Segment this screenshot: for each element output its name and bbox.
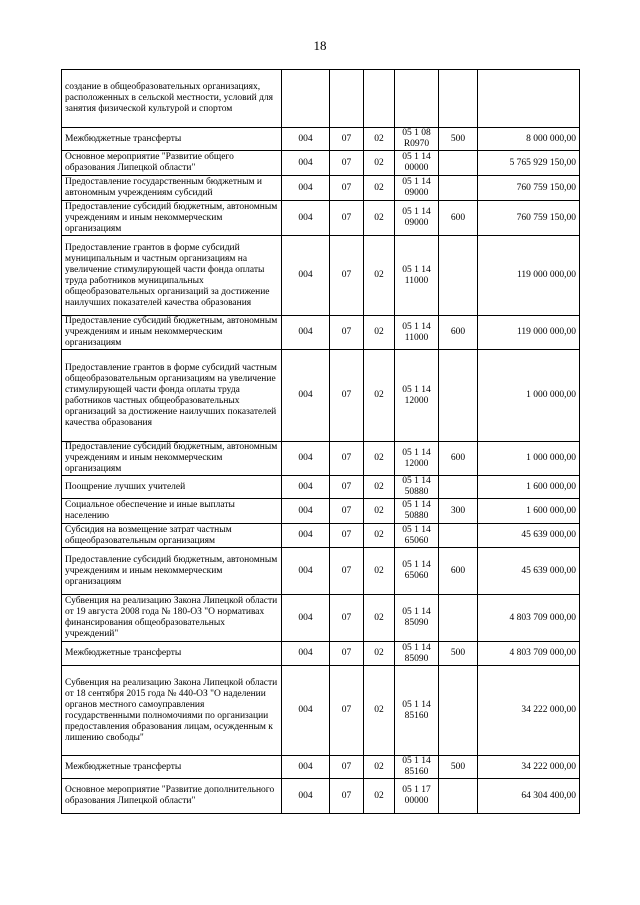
row-amount: 34 222 000,00 (478, 756, 580, 779)
row-target-article: 05 1 14 00000 (395, 151, 439, 176)
row-section: 07 (330, 666, 364, 756)
table-row (62, 779, 580, 814)
row-amount: 1 000 000,00 (478, 442, 580, 476)
row-name: Межбюджетные трансферты (62, 756, 282, 779)
row-name: Социальное обеспечение и иные выплаты населению (62, 499, 282, 524)
row-target-article: 05 1 14 65060 (395, 524, 439, 548)
row-name: Субсидия на возмещение затрат частным общеобразовательным организациям (62, 524, 282, 548)
row-subsection: 02 (364, 442, 395, 476)
row-admin-code: 004 (282, 442, 330, 476)
row-admin-code: 004 (282, 151, 330, 176)
row-subsection: 02 (364, 595, 395, 642)
row-admin-code: 004 (282, 499, 330, 524)
row-admin-code: 004 (282, 176, 330, 201)
row-target-article: 05 1 14 50880 (395, 499, 439, 524)
table-row (62, 476, 580, 499)
row-subsection: 02 (364, 642, 395, 666)
row-section: 07 (330, 548, 364, 595)
table-row (62, 666, 580, 756)
row-amount: 119 000 000,00 (478, 316, 580, 350)
row-target-article: 05 1 14 09000 (395, 201, 439, 236)
row-admin-code: 004 (282, 350, 330, 442)
row-amount: 45 639 000,00 (478, 524, 580, 548)
table-row (62, 756, 580, 779)
budget-table (61, 69, 580, 814)
row-subsection: 02 (364, 499, 395, 524)
row-amount: 4 803 709 000,00 (478, 595, 580, 642)
row-expense-type (439, 151, 478, 176)
row-expense-type (439, 595, 478, 642)
row-name: Субвенция на реализацию Закона Липецкой области от 19 августа 2008 года № 180-ОЗ "О нормативах финансирования общеобразовательных учреждений" (62, 595, 282, 642)
table-row (62, 236, 580, 316)
row-amount: 45 639 000,00 (478, 548, 580, 595)
row-target-article: 05 1 14 12000 (395, 350, 439, 442)
row-target-article: 05 1 14 09000 (395, 176, 439, 201)
table-row (62, 316, 580, 350)
row-expense-type (439, 236, 478, 316)
row-subsection: 02 (364, 666, 395, 756)
row-expense-type (439, 350, 478, 442)
row-subsection: 02 (364, 236, 395, 316)
row-admin-code: 004 (282, 642, 330, 666)
row-subsection: 02 (364, 350, 395, 442)
row-expense-type (439, 779, 478, 814)
row-amount: 4 803 709 000,00 (478, 642, 580, 666)
row-subsection: 02 (364, 316, 395, 350)
row-target-article (395, 70, 439, 128)
row-name: Поощрение лучших учителей (62, 476, 282, 499)
table-row (62, 151, 580, 176)
row-expense-type: 500 (439, 756, 478, 779)
row-amount: 760 759 150,00 (478, 201, 580, 236)
row-name: Субвенция на реализацию Закона Липецкой области от 18 сентября 2015 года № 440-ОЗ "О наделении органов местного самоуправления государственными полномочиями по организации предоставления образования лицам, осужденным к лишению свободы" (62, 666, 282, 756)
row-amount: 119 000 000,00 (478, 236, 580, 316)
row-section: 07 (330, 642, 364, 666)
row-section: 07 (330, 316, 364, 350)
row-section: 07 (330, 176, 364, 201)
table-row (62, 442, 580, 476)
row-target-article: 05 1 14 85090 (395, 595, 439, 642)
table-row (62, 350, 580, 442)
row-subsection: 02 (364, 201, 395, 236)
row-expense-type: 500 (439, 642, 478, 666)
row-target-article: 05 1 14 50880 (395, 476, 439, 499)
row-expense-type (439, 70, 478, 128)
row-target-article: 05 1 14 12000 (395, 442, 439, 476)
row-subsection: 02 (364, 476, 395, 499)
row-target-article: 05 1 14 11000 (395, 236, 439, 316)
row-target-article: 05 1 14 85090 (395, 642, 439, 666)
table-row (62, 201, 580, 236)
row-section: 07 (330, 756, 364, 779)
row-target-article: 05 1 14 11000 (395, 316, 439, 350)
row-admin-code: 004 (282, 548, 330, 595)
page-number: 18 (313, 38, 327, 53)
row-name: Межбюджетные трансферты (62, 642, 282, 666)
row-admin-code: 004 (282, 524, 330, 548)
budget-table-body (62, 70, 580, 814)
table-row (62, 70, 580, 128)
row-target-article: 05 1 14 85160 (395, 756, 439, 779)
table-row (62, 548, 580, 595)
row-admin-code: 004 (282, 666, 330, 756)
row-expense-type: 600 (439, 316, 478, 350)
row-name: Предоставление грантов в форме субсидий муниципальным и частным организациям на увеличение стимулирующей части фонда оплаты труда работников муниципальных общеобразовательных организаций за достижение наилучших показателей качества образования (62, 236, 282, 316)
row-admin-code: 004 (282, 595, 330, 642)
row-amount: 34 222 000,00 (478, 666, 580, 756)
row-section: 07 (330, 524, 364, 548)
row-admin-code: 004 (282, 236, 330, 316)
row-target-article: 05 1 08 R0970 (395, 128, 439, 151)
row-subsection: 02 (364, 524, 395, 548)
row-section: 07 (330, 151, 364, 176)
row-name: Предоставление субсидий бюджетным, автономным учреждениям и иным некоммерческим организациям (62, 548, 282, 595)
row-subsection (364, 70, 395, 128)
row-expense-type (439, 476, 478, 499)
row-section: 07 (330, 201, 364, 236)
row-name: Межбюджетные трансферты (62, 128, 282, 151)
row-subsection: 02 (364, 756, 395, 779)
row-expense-type: 600 (439, 201, 478, 236)
row-admin-code: 004 (282, 756, 330, 779)
row-subsection: 02 (364, 128, 395, 151)
table-row (62, 128, 580, 151)
table-row (62, 595, 580, 642)
row-name: Предоставление субсидий бюджетным, автономным учреждениям и иным некоммерческим организациям (62, 316, 282, 350)
row-amount: 760 759 150,00 (478, 176, 580, 201)
row-amount: 1 600 000,00 (478, 499, 580, 524)
row-section: 07 (330, 442, 364, 476)
table-row (62, 642, 580, 666)
row-name: Основное мероприятие "Развитие дополнительного образования Липецкой области" (62, 779, 282, 814)
row-section: 07 (330, 595, 364, 642)
table-row (62, 524, 580, 548)
table-row (62, 499, 580, 524)
row-admin-code: 004 (282, 201, 330, 236)
row-expense-type: 600 (439, 548, 478, 595)
row-section: 07 (330, 476, 364, 499)
row-admin-code: 004 (282, 779, 330, 814)
row-target-article: 05 1 14 85160 (395, 666, 439, 756)
row-admin-code: 004 (282, 476, 330, 499)
row-amount: 8 000 000,00 (478, 128, 580, 151)
row-admin-code: 004 (282, 316, 330, 350)
row-section: 07 (330, 236, 364, 316)
row-name: Предоставление грантов в форме субсидий частным общеобразовательным организациям на увеличение стимулирующей части фонда оплаты труда работников частных общеобразовательных организаций за достижение наилучших показателей качества образования (62, 350, 282, 442)
row-target-article: 05 1 14 65060 (395, 548, 439, 595)
row-amount: 1 600 000,00 (478, 476, 580, 499)
row-amount: 5 765 929 150,00 (478, 151, 580, 176)
table-row (62, 176, 580, 201)
row-expense-type (439, 524, 478, 548)
row-expense-type: 600 (439, 442, 478, 476)
row-subsection: 02 (364, 548, 395, 595)
row-section (330, 70, 364, 128)
row-section: 07 (330, 779, 364, 814)
row-name: Предоставление субсидий бюджетным, автономным учреждениям и иным некоммерческим организациям (62, 201, 282, 236)
row-subsection: 02 (364, 779, 395, 814)
row-name: Предоставление государственным бюджетным и автономным учреждениям субсидий (62, 176, 282, 201)
row-amount: 64 304 400,00 (478, 779, 580, 814)
row-name: Предоставление субсидий бюджетным, автономным учреждениям и иным некоммерческим организациям (62, 442, 282, 476)
row-section: 07 (330, 350, 364, 442)
row-admin-code (282, 70, 330, 128)
row-section: 07 (330, 499, 364, 524)
row-subsection: 02 (364, 151, 395, 176)
row-expense-type (439, 666, 478, 756)
row-section: 07 (330, 128, 364, 151)
row-target-article: 05 1 17 00000 (395, 779, 439, 814)
row-expense-type (439, 176, 478, 201)
row-name: Основное мероприятие "Развитие общего образования Липецкой области" (62, 151, 282, 176)
row-expense-type: 300 (439, 499, 478, 524)
row-amount (478, 70, 580, 128)
row-name: создание в общеобразовательных организациях, расположенных в сельской местности, условий для занятия физической культурой и спортом (62, 70, 282, 128)
row-admin-code: 004 (282, 128, 330, 151)
row-amount: 1 000 000,00 (478, 350, 580, 442)
row-expense-type: 500 (439, 128, 478, 151)
row-subsection: 02 (364, 176, 395, 201)
